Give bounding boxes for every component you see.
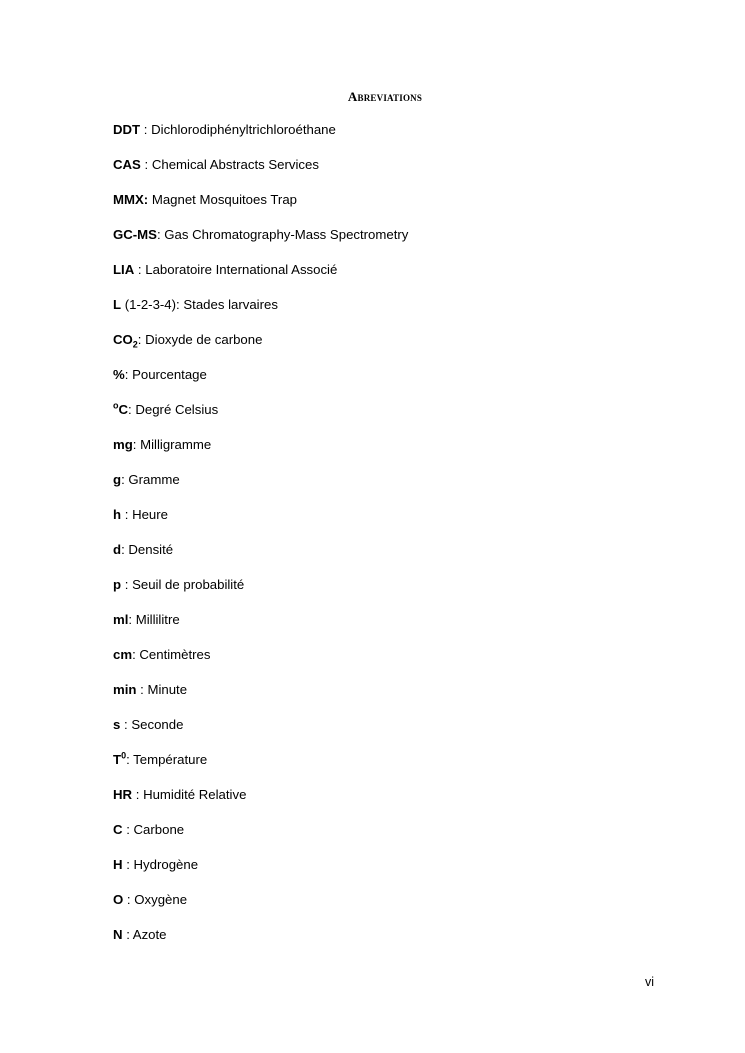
abbreviation-term	[113, 507, 121, 522]
abbreviation-definition: Hydrogène	[133, 857, 199, 872]
term-text: mg	[113, 437, 133, 452]
abbreviation-item	[113, 926, 408, 961]
term-text: ml	[113, 612, 129, 627]
term-text: C	[113, 822, 123, 837]
abbreviation-definition: Millilitre	[135, 612, 180, 627]
abbreviation-separator: :	[132, 787, 144, 802]
term-text: GC-MS	[113, 227, 157, 242]
abbreviation-definition: Minute	[147, 682, 188, 697]
abbreviation-item	[113, 576, 408, 611]
abbreviation-separator: :	[132, 647, 140, 662]
abbreviation-separator: :	[134, 262, 146, 277]
abbreviation-term	[113, 647, 132, 662]
abbreviation-term	[113, 892, 123, 907]
abbreviation-separator: :	[136, 682, 148, 697]
abbreviation-definition: Dichlorodiphényltrichloroéthane	[151, 122, 336, 137]
term-text: CAS	[113, 157, 141, 172]
abbreviation-item	[113, 681, 408, 716]
abbreviation-term	[113, 157, 141, 172]
abbreviation-definition: Gramme	[128, 472, 180, 487]
term-text: H	[113, 857, 123, 872]
term-superscript: 0	[121, 750, 127, 761]
term-text: C	[118, 402, 129, 417]
term-text: d	[113, 542, 122, 557]
term-text: HR	[113, 787, 133, 802]
abbreviation-definition: Oxygène	[134, 892, 188, 907]
term-text: MMX:	[113, 192, 149, 207]
abbreviation-item	[113, 751, 408, 786]
abbreviation-term	[113, 542, 121, 557]
abbreviation-definition: Seuil de probabilité	[132, 577, 245, 592]
abbreviation-separator: :	[122, 822, 134, 837]
abbreviation-item	[113, 121, 408, 156]
abbreviation-separator: :	[140, 122, 152, 137]
abbreviation-term	[113, 682, 136, 697]
abbreviation-item	[113, 821, 408, 856]
abbreviation-term	[113, 472, 121, 487]
term-text: T	[113, 752, 122, 767]
abbreviation-item	[113, 226, 408, 261]
page-title: Abreviations	[347, 89, 423, 104]
term-text: L	[113, 297, 122, 312]
abbreviation-definition: Heure	[132, 507, 168, 522]
abbreviation-definition: Milligramme	[140, 437, 212, 452]
abbreviation-term	[113, 612, 128, 627]
term-text: CO	[113, 332, 133, 347]
abbreviation-term	[113, 857, 123, 872]
abbreviation-separator: :	[128, 612, 136, 627]
abbreviation-definition: Carbone	[133, 822, 185, 837]
term-text: g	[113, 472, 122, 487]
abbreviation-item	[113, 891, 408, 926]
abbreviation-item	[113, 436, 408, 471]
abbreviation-term	[113, 367, 125, 382]
abbreviation-item	[113, 471, 408, 506]
abbreviation-item	[113, 506, 408, 541]
abbreviation-separator: :	[137, 332, 146, 347]
abbreviation-term	[113, 122, 140, 137]
abbreviation-definition: Seconde	[131, 717, 184, 732]
abbreviation-definition: Centimètres	[139, 647, 211, 662]
term-text: DDT	[113, 122, 141, 137]
abbreviation-item	[113, 296, 408, 331]
abbreviation-item	[113, 331, 408, 366]
abbreviation-definition: Densité	[128, 542, 174, 557]
abbreviation-term	[113, 927, 123, 942]
abbreviation-separator: :	[132, 437, 141, 452]
abbreviation-separator: :	[120, 717, 132, 732]
abbreviation-separator: :	[121, 507, 133, 522]
abbreviation-definition: Pourcentage	[132, 367, 207, 382]
abbreviation-separator: :	[123, 892, 135, 907]
abbreviation-definition: Température	[133, 752, 208, 767]
abbreviation-definition: Degré Celsius	[135, 402, 219, 417]
abbreviation-item	[113, 611, 408, 646]
abbreviation-item	[113, 401, 408, 436]
abbreviation-item	[113, 786, 408, 821]
abbreviation-definition: Laboratoire International Associé	[145, 262, 338, 277]
abbreviation-list	[113, 121, 408, 961]
abbreviation-term	[113, 822, 123, 837]
abbreviation-term	[113, 262, 134, 277]
abbreviation-separator: :	[156, 227, 165, 242]
term-text: O	[113, 892, 124, 907]
abbreviation-definition: (1-2-3-4): Stades larvaires	[124, 297, 278, 312]
abbreviation-separator: :	[121, 472, 129, 487]
abbreviation-item	[113, 856, 408, 891]
abbreviation-term	[113, 577, 121, 592]
term-text: s	[113, 717, 121, 732]
abbreviation-item	[113, 716, 408, 751]
abbreviation-separator: :	[126, 752, 134, 767]
abbreviation-definition: Chemical Abstracts Services	[151, 157, 319, 172]
abbreviation-item	[113, 366, 408, 401]
term-text: h	[113, 507, 122, 522]
abbreviation-term	[113, 332, 138, 350]
abbreviation-term	[113, 297, 121, 312]
abbreviation-separator: :	[140, 157, 152, 172]
abbreviation-term	[113, 227, 157, 242]
term-text: LIA	[113, 262, 135, 277]
term-superscript: o	[113, 400, 119, 411]
term-text: %	[113, 367, 125, 382]
abbreviation-item	[113, 541, 408, 576]
abbreviation-term	[113, 752, 126, 767]
abbreviation-item	[113, 156, 408, 191]
abbreviation-item	[113, 261, 408, 296]
abbreviation-definition: Azote	[132, 927, 167, 942]
term-subscript: 2	[132, 339, 138, 350]
abbreviation-term	[113, 787, 132, 802]
abbreviation-item	[113, 191, 408, 226]
abbreviation-separator: :	[121, 542, 129, 557]
abbreviation-separator: :	[122, 857, 134, 872]
abbreviation-definition: Magnet Mosquitoes Trap	[151, 192, 297, 207]
term-text: p	[113, 577, 122, 592]
abbreviation-term	[113, 192, 148, 207]
abbreviation-separator: :	[122, 927, 133, 942]
abbreviation-term	[113, 437, 133, 452]
abbreviation-term	[113, 402, 128, 417]
page-number: vi	[645, 975, 655, 989]
abbreviation-item	[113, 646, 408, 681]
abbreviation-definition: Gas Chromatography-Mass Spectrometry	[164, 227, 409, 242]
term-text: min	[113, 682, 137, 697]
abbreviation-separator: :	[128, 402, 136, 417]
abbreviation-definition: Dioxyde de carbone	[145, 332, 263, 347]
abbreviation-separator: :	[121, 577, 133, 592]
abbreviation-definition: Humidité Relative	[143, 787, 247, 802]
term-text: cm	[113, 647, 133, 662]
abbreviation-separator: :	[124, 367, 133, 382]
term-text: N	[113, 927, 123, 942]
